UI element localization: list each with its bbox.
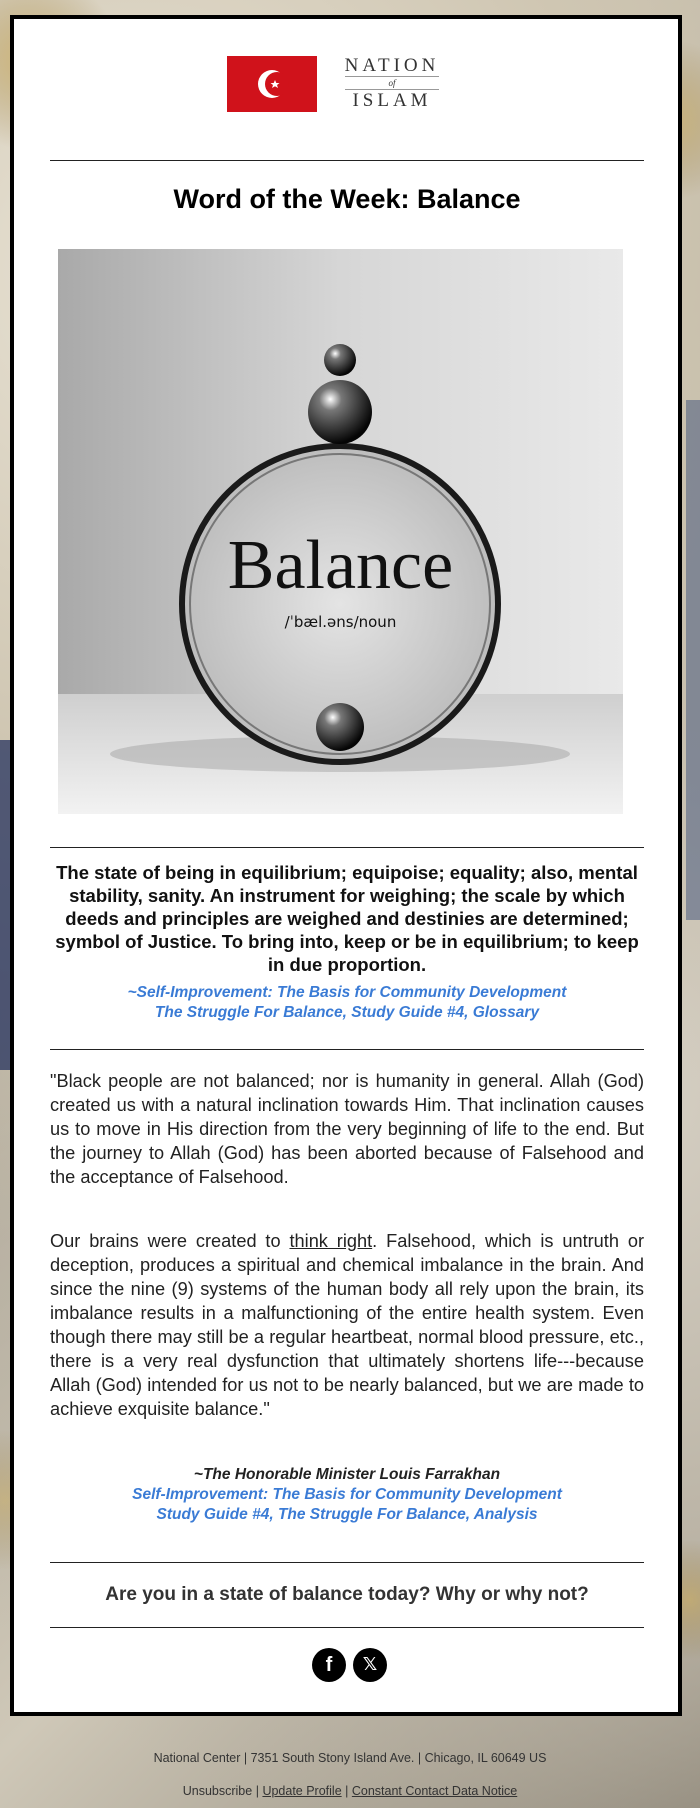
definition-citation	[52, 983, 642, 1023]
nation-of-islam-logo[interactable]	[227, 56, 457, 126]
quote-text: Our brains were created to	[50, 1231, 290, 1251]
separator: |	[345, 1784, 349, 1798]
facebook-icon[interactable]: f	[312, 1648, 346, 1682]
quote-paragraph: "Black people are not balanced; nor is humanity in general. Allah (God) created us with a natural inclination towards Him. That inclination causes us to move in His direction from the very beginning of life to the end. But the journey to Allah (God) has been aborted because of Falsehood and the acceptance of Falsehood.	[50, 1071, 644, 1187]
page-title: Word of the Week: Balance	[173, 184, 521, 214]
footer-address: National Center | 7351 South Stony Island Ave. | Chicago, IL 60649 US	[153, 1751, 547, 1765]
logo-islam: ISLAM	[352, 90, 432, 111]
quote-text: . Falsehood, which is untruth or deception, produces a spiritual and chemical imbalance in the brain. And since the nine (9) systems of the human body all rely upon the brain, its imbalance results in a malfunctioning of the entire health system. Even though there may still be a regular heartbeat, normal blood pressure, etc., there is a very real dysfunction that ultimately shortens life---because Allah (God) intended for us not to be nearly balanced, but we are made to achieve exquisite balance."	[50, 1231, 645, 1419]
update-profile-link[interactable]: Update Profile	[262, 1784, 342, 1798]
definition-text: The state of being in equilibrium; equipoise; equality; also, mental stability, sanity. An instrument for weighing; the scale by which deeds and principles are weighed and destinies are determined; symbol of Justice. To bring into, keep or be in equilibrium; to keep in due proportion.	[55, 862, 639, 975]
divider	[50, 1049, 644, 1050]
separator: |	[255, 1784, 259, 1798]
unsubscribe-link[interactable]: Unsubscribe	[182, 1784, 253, 1798]
reflection-question: Are you in a state of balance today? Why or why not?	[105, 1584, 589, 1605]
divider	[50, 1627, 644, 1628]
quote-citation	[50, 1485, 644, 1525]
logo-of: of	[345, 76, 439, 90]
underlined-phrase: think right	[289, 1231, 373, 1251]
hero-word: Balance	[227, 527, 454, 604]
footer-links	[0, 1784, 700, 1798]
quote-attribution: ~The Honorable Minister Louis Farrakhan	[193, 1466, 501, 1483]
citation-link[interactable]: The Struggle For Balance, Study Guide #4, Glossary	[154, 1004, 540, 1021]
divider	[50, 160, 644, 161]
citation-link[interactable]: ~Self-Improvement: The Basis for Community Development	[127, 984, 567, 1001]
hero-image	[58, 249, 623, 814]
x-twitter-icon[interactable]: 𝕏	[353, 1648, 387, 1682]
logo-wordmark	[327, 56, 457, 112]
logo-nation: NATION	[344, 55, 440, 76]
quote-paragraph	[50, 1229, 644, 1421]
data-notice-link[interactable]: Constant Contact Data Notice	[351, 1784, 518, 1798]
citation-link[interactable]: Study Guide #4, The Struggle For Balance, Analysis	[156, 1506, 538, 1523]
flag-icon	[227, 56, 317, 112]
citation-link[interactable]: Self-Improvement: The Basis for Community Development	[132, 1486, 562, 1503]
divider	[50, 847, 644, 848]
divider	[50, 1562, 644, 1563]
hero-pronunciation: /ˈbæl.əns/noun	[284, 613, 397, 631]
